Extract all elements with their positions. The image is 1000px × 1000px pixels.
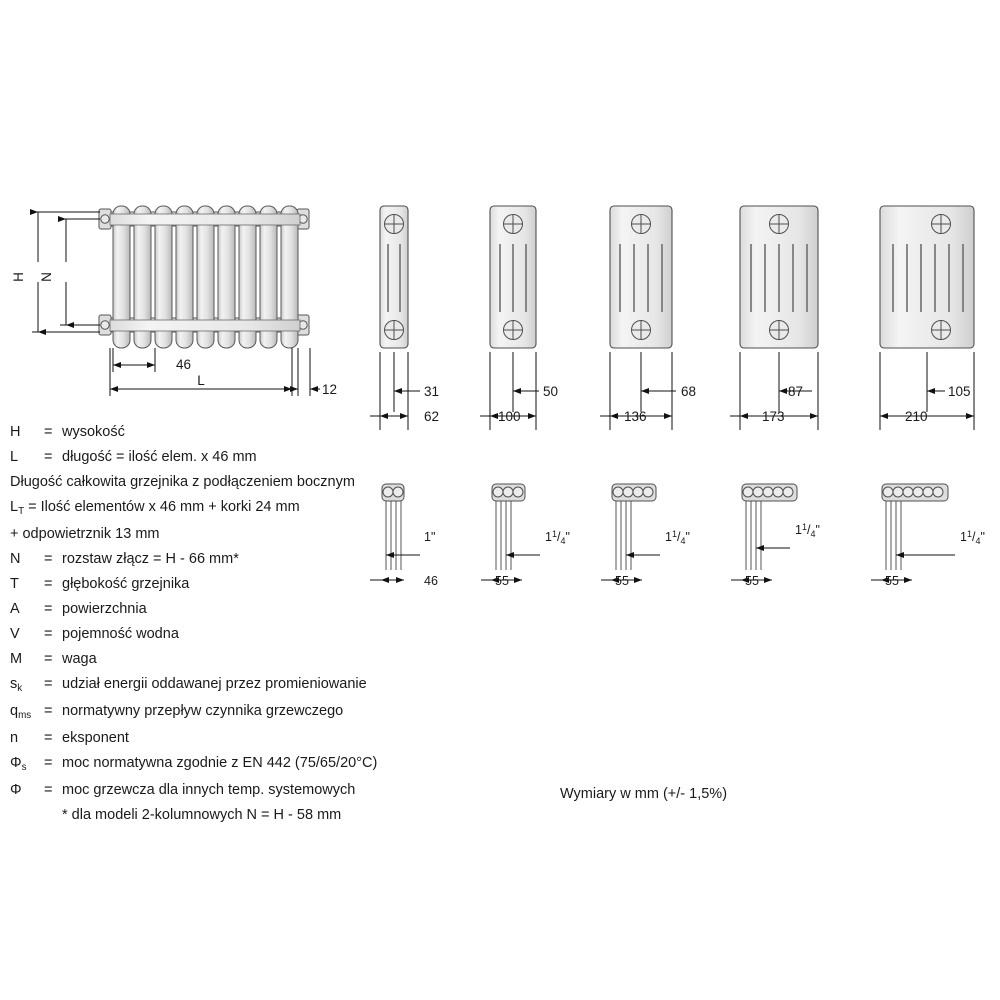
legend-row-T	[10, 577, 480, 592]
legend-text: głębokość grzejnika	[62, 576, 190, 593]
legend-row-A	[10, 602, 480, 617]
legend-symbol: V	[10, 626, 20, 643]
legend-equals: =	[44, 730, 53, 747]
legend-symbol: n	[10, 730, 19, 747]
height-dimensions	[32, 212, 100, 332]
dim-5col-inner: 87	[788, 384, 804, 399]
dim-4col-inner: 68	[681, 384, 697, 399]
legend-text: wysokość	[62, 424, 125, 440]
legend-text: moc grzewcza dla innych temp. systemowych	[62, 782, 356, 799]
conn-3col-size: $1^1/_4$"	[545, 529, 570, 546]
legend-equals: =	[44, 703, 53, 720]
conn-4col-size: $1^1/_4$"	[665, 529, 690, 546]
legend-row-sk	[10, 677, 480, 694]
dim-12-lines	[288, 348, 320, 396]
legend-symbol: Φ	[10, 782, 22, 799]
legend-text: udział energii oddawanej przez promieniowanie	[62, 676, 367, 693]
legend-row-qms	[10, 704, 480, 721]
legend-equals: =	[44, 576, 53, 593]
conn-6col-dim: 55	[885, 574, 899, 588]
legend-symbol-sub: ms	[18, 709, 32, 721]
legend-symbol: L	[10, 449, 19, 465]
section-2-column	[380, 206, 408, 348]
legend-symbol-base: s	[10, 676, 18, 693]
legend-row-N	[10, 552, 480, 567]
legend-symbol	[10, 704, 44, 721]
legend-text: moc normatywna zgodnie z EN 442 (75/65/20°C)	[62, 755, 378, 772]
dim-3col-outer: 100	[498, 409, 521, 424]
section-4-column	[610, 206, 672, 348]
legend-equals: =	[44, 755, 53, 772]
dim-L-lines	[110, 348, 292, 396]
dim-3col-inner: 50	[543, 384, 559, 399]
legend-text: rozstaw złącz = H - 66 mm*	[62, 551, 239, 568]
legend-note-total-length: Długość całkowita grzejnika z podłączeniem bocznym	[10, 474, 355, 490]
legend-symbol-base: Φ	[10, 755, 22, 772]
dim-6col-inner: 105	[948, 384, 971, 399]
units-note: Wymiary w mm (+/- 1,5%)	[560, 786, 728, 802]
legend-note-vent: + odpowietrznik 13 mm	[10, 526, 160, 543]
topview-6-column	[882, 484, 948, 570]
topview-3-column	[492, 484, 525, 570]
legend-text: waga	[62, 651, 97, 668]
legend-row-L	[10, 450, 480, 465]
conn-3col-dim: 55	[495, 574, 509, 588]
topview-5-column	[742, 484, 797, 570]
legend-symbol: A	[10, 601, 20, 618]
dim-L-label: L	[197, 373, 205, 388]
legend-symbol: M	[10, 651, 23, 668]
legend-equals: =	[44, 651, 53, 668]
legend-symbol-sub: s	[21, 762, 27, 774]
legend-text: powierzchnia	[62, 601, 147, 618]
section-3-column	[490, 206, 536, 348]
conn-5col-size: $1^1/_4$"	[795, 522, 820, 539]
legend-symbol-sub: k	[17, 682, 23, 694]
legend-text: eksponent	[62, 730, 129, 747]
conn-5col-dim: 55	[745, 574, 759, 588]
legend-row-phi-s	[10, 756, 480, 773]
legend-equals: =	[44, 551, 53, 568]
legend-text: pojemność wodna	[62, 626, 179, 643]
legend-symbol: H	[10, 424, 21, 440]
front-view-radiator	[99, 206, 309, 348]
legend-row-V	[10, 627, 480, 642]
dim-6col-outer: 210	[905, 409, 928, 424]
legend-equals: =	[44, 601, 53, 618]
legend-text: normatywny przepływ czynnika grzewczego	[62, 703, 344, 720]
legend-symbol: T	[10, 576, 19, 593]
legend-row-n	[10, 731, 480, 746]
topview-6-column-dims	[871, 555, 955, 580]
legend-equals: =	[44, 626, 53, 643]
dim-4col-outer: 136	[624, 409, 647, 424]
conn-2col-dim: 46	[424, 574, 438, 588]
legend-block	[10, 425, 480, 823]
dim-46-label: 46	[176, 357, 192, 372]
conn-2col-size: 1"	[424, 530, 436, 544]
legend-footnote: * dla modeli 2-kolumnowych N = H - 58 mm	[62, 807, 342, 824]
legend-symbol-base: q	[10, 703, 19, 720]
topview-4-column	[612, 484, 656, 570]
section-2-column-dims	[370, 352, 420, 430]
dim-2col-outer: 62	[424, 409, 440, 424]
legend-equals: =	[44, 782, 53, 799]
dim-46-lines	[113, 348, 155, 372]
conn-6col-size: $1^1/_4$"	[960, 529, 985, 546]
legend-symbol	[10, 677, 44, 694]
legend-row-H	[10, 425, 480, 440]
section-5-column	[740, 206, 818, 348]
dim-2col-inner: 31	[424, 384, 440, 399]
legend-symbol: N	[10, 551, 21, 568]
legend-text: długość = ilość elem. x 46 mm	[62, 449, 257, 465]
legend-equals: =	[44, 449, 53, 465]
dim-H: H	[11, 272, 26, 282]
legend-note-lt-formula: $L_T$ = Ilość elementów x 46 mm + korki 24 mm	[10, 499, 300, 517]
legend-row-phi	[10, 783, 480, 798]
dim-12-label: 12	[322, 382, 338, 397]
conn-4col-dim: 55	[615, 574, 629, 588]
legend-symbol	[10, 756, 44, 773]
legend-equals: =	[44, 676, 53, 693]
section-6-column	[880, 206, 974, 348]
legend-equals: =	[44, 424, 53, 440]
dim-5col-outer: 173	[762, 409, 785, 424]
dim-N: N	[39, 272, 54, 282]
legend-row-M	[10, 652, 480, 667]
